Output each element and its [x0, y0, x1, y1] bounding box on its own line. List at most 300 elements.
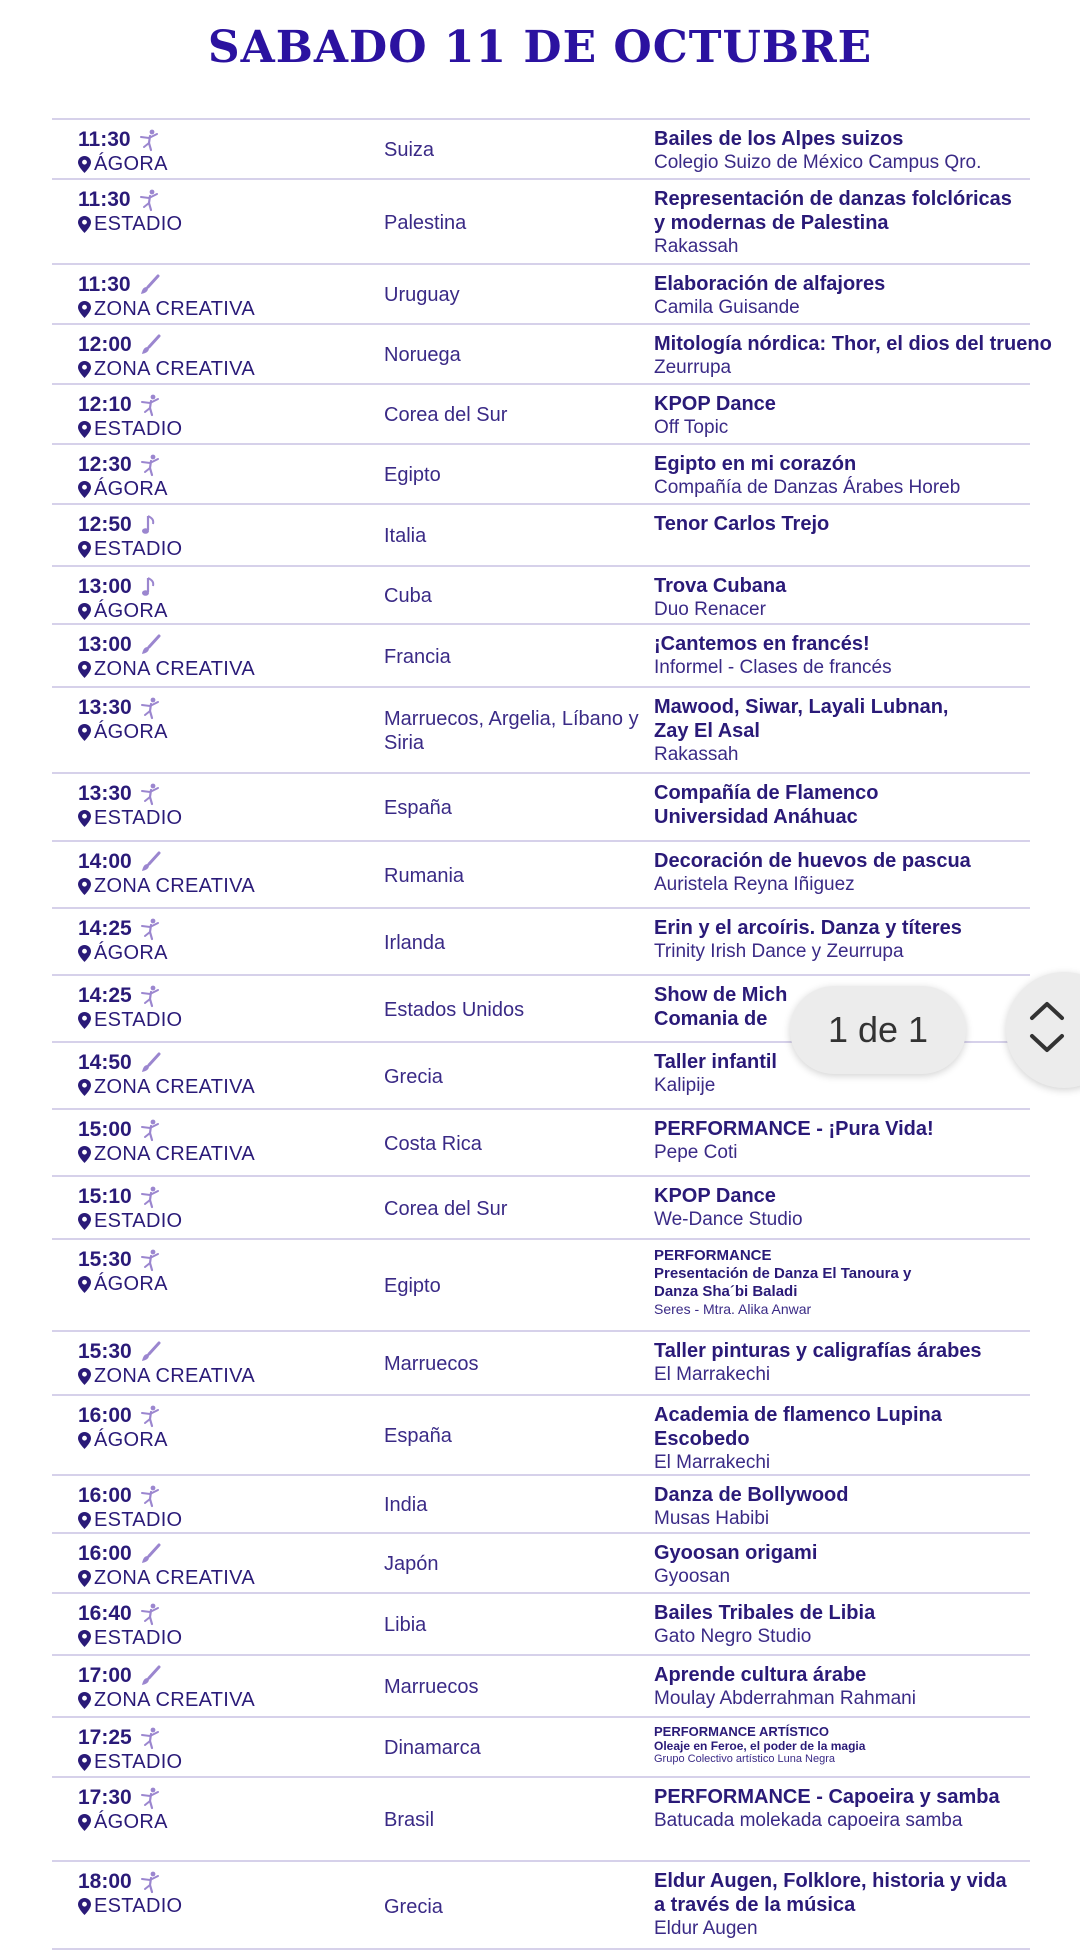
event-line-title: Academia de flamenco Lupina	[654, 1404, 942, 1426]
event-country: Uruguay	[384, 284, 460, 306]
time-venue-cell	[78, 696, 348, 744]
brush-icon	[138, 633, 162, 657]
event-country: Marruecos	[384, 1676, 479, 1698]
table-row	[52, 443, 1030, 503]
dancer-icon	[138, 453, 162, 477]
event-venue-line	[78, 1750, 348, 1774]
dancer-icon	[138, 696, 162, 720]
location-pin-icon	[78, 1754, 91, 1771]
event-details	[654, 1541, 1080, 1589]
table-row	[52, 323, 1052, 383]
event-venue-line	[78, 874, 348, 898]
event-country: Egipto	[384, 464, 441, 486]
event-country: Irlanda	[384, 932, 446, 954]
event-time: 16:00	[78, 1542, 132, 1565]
table-row	[52, 623, 1030, 686]
event-country: Estados Unidos	[384, 999, 525, 1021]
event-venue: ESTADIO	[94, 1895, 183, 1917]
event-details	[654, 1117, 1080, 1165]
event-venue-line	[78, 1364, 348, 1388]
event-details	[654, 1785, 1080, 1833]
event-venue-line	[78, 657, 348, 681]
dancer-icon	[137, 128, 161, 152]
time-venue-cell	[78, 1118, 348, 1166]
time-venue-cell	[78, 1602, 348, 1650]
event-venue: ZONA CREATIVA	[94, 1567, 255, 1589]
event-country: Rumania	[384, 865, 465, 887]
event-country: Egipto	[384, 1275, 441, 1297]
event-line-small-head: PERFORMANCE	[654, 1247, 772, 1264]
event-venue: ÁGORA	[94, 1429, 168, 1451]
time-venue-cell	[78, 453, 348, 501]
event-venue: ÁGORA	[94, 1811, 168, 1833]
event-line-title: Eldur Augen, Folklore, historia y vida	[654, 1870, 1007, 1892]
event-line-title: Representación de danzas folclóricas	[654, 188, 1012, 210]
event-venue: ZONA CREATIVA	[94, 658, 255, 680]
event-line-title: Elaboración de alfajores	[654, 273, 886, 295]
event-time-line	[78, 188, 348, 212]
event-details	[654, 849, 1080, 897]
event-line-small-title: Danza Sha´bi Baladi	[654, 1283, 798, 1300]
event-line-sub: Off Topic	[654, 417, 729, 438]
event-time-line	[78, 453, 348, 477]
event-time: 14:25	[78, 917, 132, 940]
event-venue: ZONA CREATIVA	[94, 1143, 255, 1165]
time-venue-cell	[78, 1185, 348, 1233]
event-venue-line	[78, 152, 348, 176]
table-row	[52, 772, 1030, 840]
event-line-sub: Batucada molekada capoeira samba	[654, 1810, 963, 1831]
location-pin-icon	[78, 1570, 91, 1587]
event-line-sub: Moulay Abderrahman Rahmani	[654, 1688, 916, 1709]
event-line-title: KPOP Dance	[654, 393, 776, 415]
event-venue: ÁGORA	[94, 1273, 168, 1295]
event-line-title: Universidad Anáhuac	[654, 806, 858, 828]
event-line-sub: Gyoosan	[654, 1566, 731, 1587]
event-venue: ZONA CREATIVA	[94, 358, 255, 380]
event-line-title: PERFORMANCE - Capoeira y samba	[654, 1786, 1000, 1808]
event-time-line	[78, 393, 348, 417]
event-time-line	[78, 1118, 348, 1142]
event-venue: ZONA CREATIVA	[94, 875, 255, 897]
event-venue-line	[78, 537, 348, 561]
time-venue-cell	[78, 1726, 348, 1774]
event-country: Francia	[384, 646, 451, 668]
location-pin-icon	[78, 216, 91, 233]
brush-icon	[138, 333, 162, 357]
location-pin-icon	[78, 481, 91, 498]
dancer-icon	[137, 188, 161, 212]
event-country: España	[384, 1425, 452, 1447]
event-line-sub: Zeurrupa	[654, 357, 732, 378]
table-row	[52, 1716, 1030, 1776]
event-time-line	[78, 128, 348, 152]
dancer-icon	[138, 1248, 162, 1272]
event-country: Italia	[384, 525, 427, 547]
event-line-title: a través de la música	[654, 1894, 856, 1916]
event-line-sub: Eldur Augen	[654, 1918, 758, 1939]
event-line-title: Egipto en mi corazón	[654, 453, 857, 475]
time-venue-cell	[78, 633, 348, 681]
time-venue-cell	[78, 1542, 348, 1590]
dancer-icon	[138, 984, 162, 1008]
table-row	[52, 1175, 1030, 1238]
table-row	[52, 907, 1030, 974]
table-row	[52, 1108, 1030, 1175]
event-time-line	[78, 1340, 348, 1364]
event-details	[654, 574, 1080, 622]
event-line-sub: Musas Habibi	[654, 1508, 770, 1529]
event-time: 14:25	[78, 984, 132, 1007]
event-time: 16:40	[78, 1602, 132, 1625]
event-details	[654, 187, 1080, 259]
event-time-line	[78, 850, 348, 874]
event-time-line	[78, 1404, 348, 1428]
event-time-line	[78, 984, 348, 1008]
event-line-title: Taller infantil	[654, 1051, 777, 1073]
brush-icon	[138, 1542, 162, 1566]
event-line-sub: Gato Negro Studio	[654, 1626, 812, 1647]
event-time-line	[78, 333, 348, 357]
location-pin-icon	[78, 603, 91, 620]
event-time: 13:30	[78, 782, 132, 805]
event-venue: ESTADIO	[94, 418, 183, 440]
event-country: Corea del Sur	[384, 1198, 508, 1220]
event-venue-line	[78, 477, 348, 501]
event-venue: ESTADIO	[94, 1009, 183, 1031]
dancer-icon	[138, 1118, 162, 1142]
event-time: 17:00	[78, 1664, 132, 1687]
time-venue-cell	[78, 782, 348, 830]
event-venue-line	[78, 1508, 348, 1532]
event-line-sub: Trinity Irish Dance y Zeurrupa	[654, 941, 904, 962]
event-details	[654, 1483, 1080, 1531]
event-details	[654, 1403, 1080, 1475]
location-pin-icon	[78, 1692, 91, 1709]
event-line-sub: Duo Renacer	[654, 599, 766, 620]
event-line-sub: Camila Guisande	[654, 297, 800, 318]
event-line-title: KPOP Dance	[654, 1185, 776, 1207]
event-details	[654, 781, 1080, 829]
time-venue-cell	[78, 850, 348, 898]
event-time: 11:30	[78, 273, 131, 296]
event-venue: ÁGORA	[94, 942, 168, 964]
event-line-title: Zay El Asal	[654, 720, 760, 742]
time-venue-cell	[78, 1340, 348, 1388]
location-pin-icon	[78, 1368, 91, 1385]
location-pin-icon	[78, 1814, 91, 1831]
event-line-sub: Pepe Coti	[654, 1142, 738, 1163]
table-row	[52, 118, 1030, 178]
table-row	[52, 1860, 1030, 1950]
event-line-sub: El Marrakechi	[654, 1452, 771, 1473]
time-venue-cell	[78, 513, 348, 561]
event-line-title: Mitología nórdica: Thor, el dios del trueno	[654, 333, 1052, 355]
event-line-sub: Informel - Clases de francés	[654, 657, 892, 678]
event-details	[654, 392, 1080, 440]
event-line-tiny-title: Oleaje en Feroe, el poder de la magia	[654, 1739, 866, 1753]
table-row	[52, 565, 1030, 623]
event-time: 17:30	[78, 1786, 132, 1809]
table-row	[52, 383, 1030, 443]
event-venue-line	[78, 1428, 348, 1452]
time-venue-cell	[78, 393, 348, 441]
location-pin-icon	[78, 724, 91, 741]
dancer-icon	[138, 782, 162, 806]
event-line-sub: Rakassah	[654, 744, 739, 765]
event-time: 12:00	[78, 333, 132, 356]
event-details	[654, 632, 1080, 680]
event-line-title: Erin y el arcoíris. Danza y títeres	[654, 917, 962, 939]
event-venue-line	[78, 1075, 348, 1099]
event-details	[654, 1663, 1080, 1711]
table-row	[52, 1474, 1030, 1532]
event-line-small-sub: Seres - Mtra. Alika Anwar	[654, 1301, 812, 1317]
event-venue: ESTADIO	[94, 1210, 183, 1232]
event-line-sub: Compañía de Danzas Árabes Horeb	[654, 477, 961, 498]
event-line-title: Comania de	[654, 1008, 768, 1030]
chevron-up-icon[interactable]	[1028, 998, 1066, 1022]
event-venue-line	[78, 720, 348, 744]
find-match-count: 1 de 1	[827, 1009, 929, 1050]
brush-icon	[138, 1051, 162, 1075]
event-line-title: Aprende cultura árabe	[654, 1664, 867, 1686]
brush-icon	[138, 1340, 162, 1364]
event-time: 12:50	[78, 513, 132, 536]
location-pin-icon	[78, 1512, 91, 1529]
chevron-down-icon[interactable]	[1028, 1032, 1066, 1056]
event-line-title: Compañía de Flamenco	[654, 782, 879, 804]
event-time-line	[78, 1248, 348, 1272]
event-country: Corea del Sur	[384, 404, 508, 426]
event-line-sub: We-Dance Studio	[654, 1209, 803, 1230]
event-venue: ESTADIO	[94, 213, 183, 235]
location-pin-icon	[78, 156, 91, 173]
event-time-line	[78, 1786, 348, 1810]
time-venue-cell	[78, 1870, 348, 1918]
event-details	[654, 1184, 1080, 1232]
event-time: 15:10	[78, 1185, 132, 1208]
location-pin-icon	[78, 945, 91, 962]
event-venue: ZONA CREATIVA	[94, 298, 255, 320]
dancer-icon	[138, 1404, 162, 1428]
event-line-title: Decoración de huevos de pascua	[654, 850, 971, 872]
event-venue-line	[78, 1008, 348, 1032]
brush-icon	[138, 850, 162, 874]
event-line-title: Escobedo	[654, 1428, 750, 1450]
event-venue-line	[78, 599, 348, 623]
event-time: 13:00	[78, 575, 132, 598]
event-venue-line	[78, 1566, 348, 1590]
event-country: Noruega	[384, 344, 461, 366]
table-row	[52, 840, 1030, 907]
location-pin-icon	[78, 1432, 91, 1449]
event-venue-line	[78, 1272, 348, 1296]
event-country: Suiza	[384, 139, 435, 161]
event-line-sub: Kalipije	[654, 1075, 716, 1096]
event-venue: ZONA CREATIVA	[94, 1076, 255, 1098]
event-venue-line	[78, 1142, 348, 1166]
event-country: Japón	[384, 1553, 439, 1575]
dancer-icon	[138, 393, 162, 417]
event-time: 12:30	[78, 453, 132, 476]
event-venue: ESTADIO	[94, 1751, 183, 1773]
event-time-line	[78, 1484, 348, 1508]
event-country: Cuba	[384, 585, 432, 607]
event-venue: ÁGORA	[94, 600, 168, 622]
event-venue-line	[78, 212, 348, 236]
table-row	[52, 263, 1030, 323]
dancer-icon	[138, 1726, 162, 1750]
event-venue-line	[78, 1810, 348, 1834]
time-venue-cell	[78, 1484, 348, 1532]
event-details	[654, 1247, 1080, 1318]
time-venue-cell	[78, 128, 348, 176]
brush-icon	[138, 1664, 162, 1688]
event-time: 15:00	[78, 1118, 132, 1141]
event-venue: ESTADIO	[94, 538, 183, 560]
event-details	[654, 695, 1080, 767]
event-time: 11:30	[78, 128, 131, 151]
event-time-line	[78, 273, 348, 297]
event-venue-line	[78, 941, 348, 965]
location-pin-icon	[78, 541, 91, 558]
event-line-title: y modernas de Palestina	[654, 212, 889, 234]
event-time: 12:10	[78, 393, 132, 416]
time-venue-cell	[78, 188, 348, 236]
event-country: Marruecos	[384, 1353, 479, 1375]
event-details	[654, 332, 1080, 380]
event-line-tiny-head: PERFORMANCE ARTÍSTICO	[654, 1724, 830, 1739]
time-venue-cell	[78, 1051, 348, 1099]
event-time: 11:30	[78, 188, 131, 211]
dancer-icon	[138, 917, 162, 941]
event-line-title: Bailes Tribales de Libia	[654, 1602, 876, 1624]
event-venue-line	[78, 1626, 348, 1650]
event-time-line	[78, 782, 348, 806]
event-time-line	[78, 917, 348, 941]
time-venue-cell	[78, 273, 348, 321]
event-time: 15:30	[78, 1248, 132, 1271]
event-venue: ÁGORA	[94, 478, 168, 500]
dancer-icon	[138, 1484, 162, 1508]
location-pin-icon	[78, 1079, 91, 1096]
event-time-line	[78, 633, 348, 657]
event-venue-line	[78, 1688, 348, 1712]
event-line-sub: Rakassah	[654, 236, 739, 257]
time-venue-cell	[78, 917, 348, 965]
event-country: Grecia	[384, 1066, 443, 1088]
event-time-line	[78, 1185, 348, 1209]
event-venue: ESTADIO	[94, 807, 183, 829]
table-row	[52, 1238, 1030, 1330]
event-country: Grecia	[384, 1896, 443, 1918]
event-line-title: Taller pinturas y caligrafías árabes	[654, 1340, 982, 1362]
event-time: 15:30	[78, 1340, 132, 1363]
event-line-sub: Auristela Reyna Iñiguez	[654, 874, 855, 895]
dancer-icon	[138, 1602, 162, 1626]
time-venue-cell	[78, 1664, 348, 1712]
location-pin-icon	[78, 1630, 91, 1647]
time-venue-cell	[78, 575, 348, 623]
table-row	[52, 1592, 1030, 1654]
event-line-small-title: Presentación de Danza El Tanoura y	[654, 1265, 912, 1282]
event-time-line	[78, 1051, 348, 1075]
location-pin-icon	[78, 1146, 91, 1163]
event-time: 16:00	[78, 1484, 132, 1507]
event-time: 14:00	[78, 850, 132, 873]
event-details	[654, 1601, 1080, 1649]
location-pin-icon	[78, 1213, 91, 1230]
event-venue-line	[78, 297, 348, 321]
event-line-sub: El Marrakechi	[654, 1364, 771, 1385]
event-venue: ZONA CREATIVA	[94, 1365, 255, 1387]
event-time-line	[78, 1726, 348, 1750]
event-line-title: Trova Cubana	[654, 575, 787, 597]
brush-icon	[137, 273, 161, 297]
event-time-line	[78, 1602, 348, 1626]
table-row	[52, 503, 1030, 565]
event-details	[654, 127, 1080, 175]
event-venue-line	[78, 357, 348, 381]
table-row	[52, 1394, 1030, 1474]
location-pin-icon	[78, 361, 91, 378]
time-venue-cell	[78, 1248, 348, 1296]
table-row	[52, 1330, 1030, 1394]
event-details	[654, 1869, 1080, 1941]
dancer-icon	[138, 1870, 162, 1894]
location-pin-icon	[78, 421, 91, 438]
event-line-title: ¡Cantemos en francés!	[654, 633, 870, 655]
location-pin-icon	[78, 810, 91, 827]
event-venue: ÁGORA	[94, 153, 168, 175]
event-venue: ÁGORA	[94, 721, 168, 743]
location-pin-icon	[78, 1898, 91, 1915]
location-pin-icon	[78, 1276, 91, 1293]
event-time-line	[78, 1664, 348, 1688]
event-time-line	[78, 575, 348, 599]
event-country: España	[384, 797, 452, 819]
event-line-sub: Colegio Suizo de México Campus Qro.	[654, 152, 982, 173]
event-time: 17:25	[78, 1726, 132, 1749]
time-venue-cell	[78, 333, 348, 381]
time-venue-cell	[78, 1786, 348, 1834]
event-venue-line	[78, 1894, 348, 1918]
event-line-title: Mawood, Siwar, Layali Lubnan,	[654, 696, 949, 718]
event-details	[654, 916, 1080, 964]
table-row	[52, 1654, 1030, 1716]
music-note-icon	[138, 513, 162, 537]
event-country: India	[384, 1494, 428, 1516]
table-row	[52, 178, 1030, 263]
time-venue-cell	[78, 984, 348, 1032]
dancer-icon	[138, 1786, 162, 1810]
event-time-line	[78, 696, 348, 720]
page-title: SABADO 11 DE OCTUBRE	[207, 22, 873, 73]
event-country: Libia	[384, 1614, 427, 1636]
event-venue-line	[78, 417, 348, 441]
location-pin-icon	[78, 301, 91, 318]
dancer-icon	[138, 1185, 162, 1209]
table-row	[52, 1776, 1030, 1860]
time-venue-cell	[78, 1404, 348, 1452]
event-time: 18:00	[78, 1870, 132, 1893]
event-time-line	[78, 1542, 348, 1566]
table-row	[52, 686, 1030, 772]
event-details	[654, 452, 1080, 500]
event-country: Marruecos, Argelia, Líbano y Siria	[384, 708, 639, 754]
event-line-title: Tenor Carlos Trejo	[654, 513, 830, 535]
